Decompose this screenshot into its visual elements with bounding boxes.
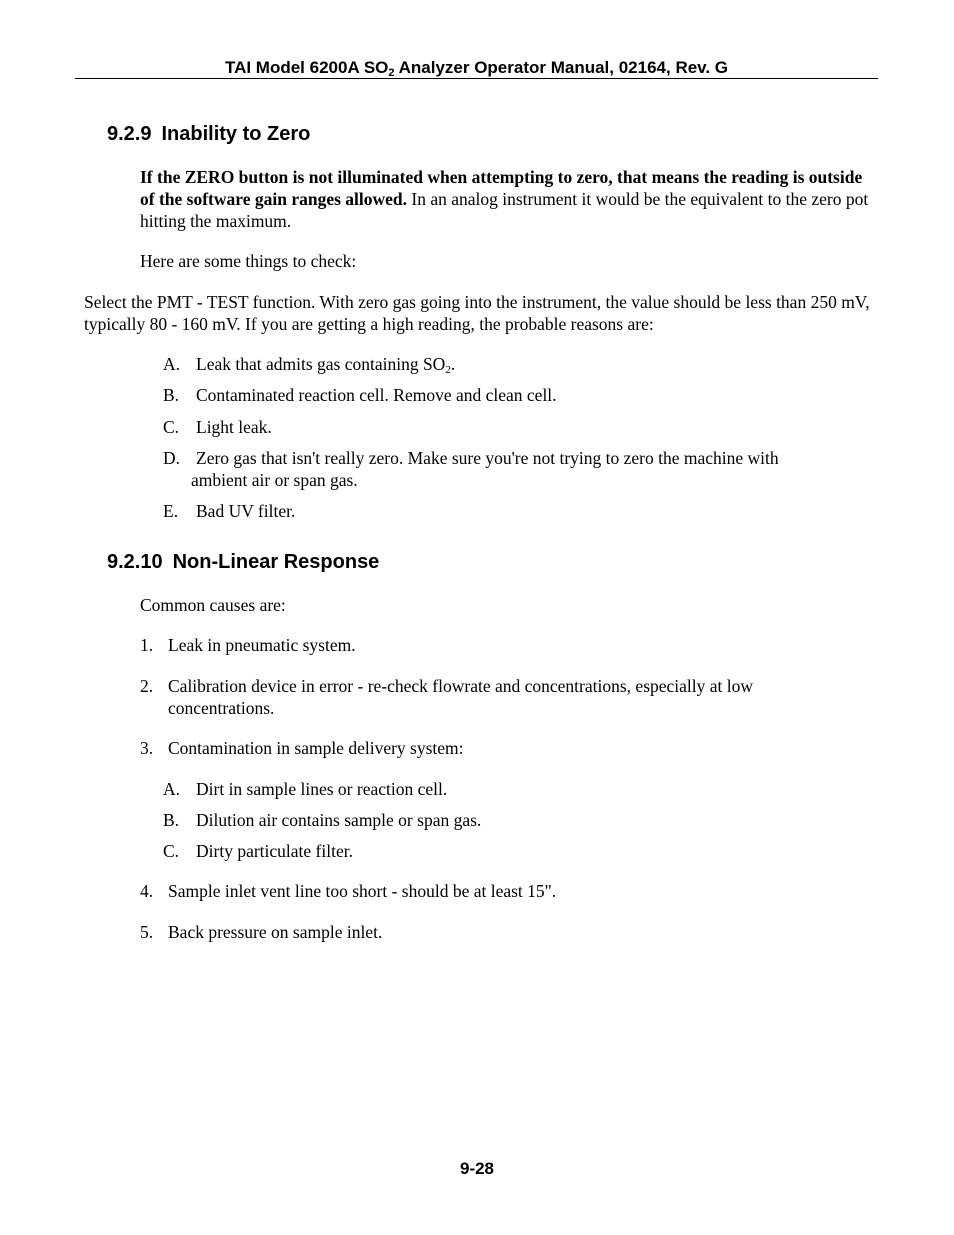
header-title-text-rest: Analyzer Operator Manual, 02164, Rev. G bbox=[394, 58, 729, 77]
list-item: E. Bad UV filter. bbox=[163, 501, 296, 521]
section-heading-9-2-9 bbox=[107, 123, 310, 145]
list-item: C. Dirty particulate filter. bbox=[163, 841, 353, 861]
header-title-subscript: 2 bbox=[388, 67, 395, 79]
section-heading-9-2-10 bbox=[107, 551, 379, 573]
intro-rest-text: In an analog instrument it would be the equivalent to the zero pot hitting the maximum. bbox=[140, 189, 869, 231]
intro-bold-text: If the ZERO button is not illuminated when attempting to zero, that means the reading is outside of the software gain ranges allowed. bbox=[140, 167, 863, 209]
section-number: 9.2.10 bbox=[107, 551, 163, 573]
header-title-text: TAI Model 6200A SO bbox=[224, 58, 389, 77]
section-title: Inability to Zero bbox=[161, 123, 311, 145]
list-item: D. Zero gas that isn't really zero. Make sure you're not trying to zero the machine with ambient air or span gas. bbox=[163, 448, 779, 490]
pmt-test-paragraph: Select the PMT - TEST function. With zero gas going into the instrument, the value should be less than 250 mV, typically 80 - 160 mV. If you are getting a high reading, the probable reasons are: bbox=[84, 292, 870, 334]
list-item: A. Dirt in sample lines or reaction cell. bbox=[163, 779, 448, 799]
list-item: C. Light leak. bbox=[163, 417, 272, 437]
section-number: 9.2.9 bbox=[107, 123, 152, 145]
page-header-title bbox=[75, 57, 878, 79]
section-title: Non-Linear Response bbox=[172, 551, 380, 573]
list-item: 1. Leak in pneumatic system. bbox=[140, 635, 356, 655]
page-number: 9-28 bbox=[459, 1159, 495, 1178]
list-item: B. Contaminated reaction cell. Remove and clean cell. bbox=[163, 385, 557, 405]
causes-intro: Common causes are: bbox=[140, 595, 286, 615]
list-item: 4. Sample inlet vent line too short - should be at least 15". bbox=[140, 881, 557, 901]
header-divider bbox=[75, 78, 878, 79]
list-item: 3. Contamination in sample delivery system: bbox=[140, 738, 464, 758]
list-item: 2. Calibration device in error - re-check flowrate and concentrations, especially at low concentrations. bbox=[140, 676, 754, 718]
intro-paragraph bbox=[140, 166, 875, 232]
list-item: B. Dilution air contains sample or span gas. bbox=[163, 810, 482, 830]
list-item: 5. Back pressure on sample inlet. bbox=[140, 922, 383, 942]
list-item: A. Leak that admits gas containing $SO_2$. bbox=[163, 354, 456, 376]
check-intro: Here are some things to check: bbox=[140, 251, 357, 271]
